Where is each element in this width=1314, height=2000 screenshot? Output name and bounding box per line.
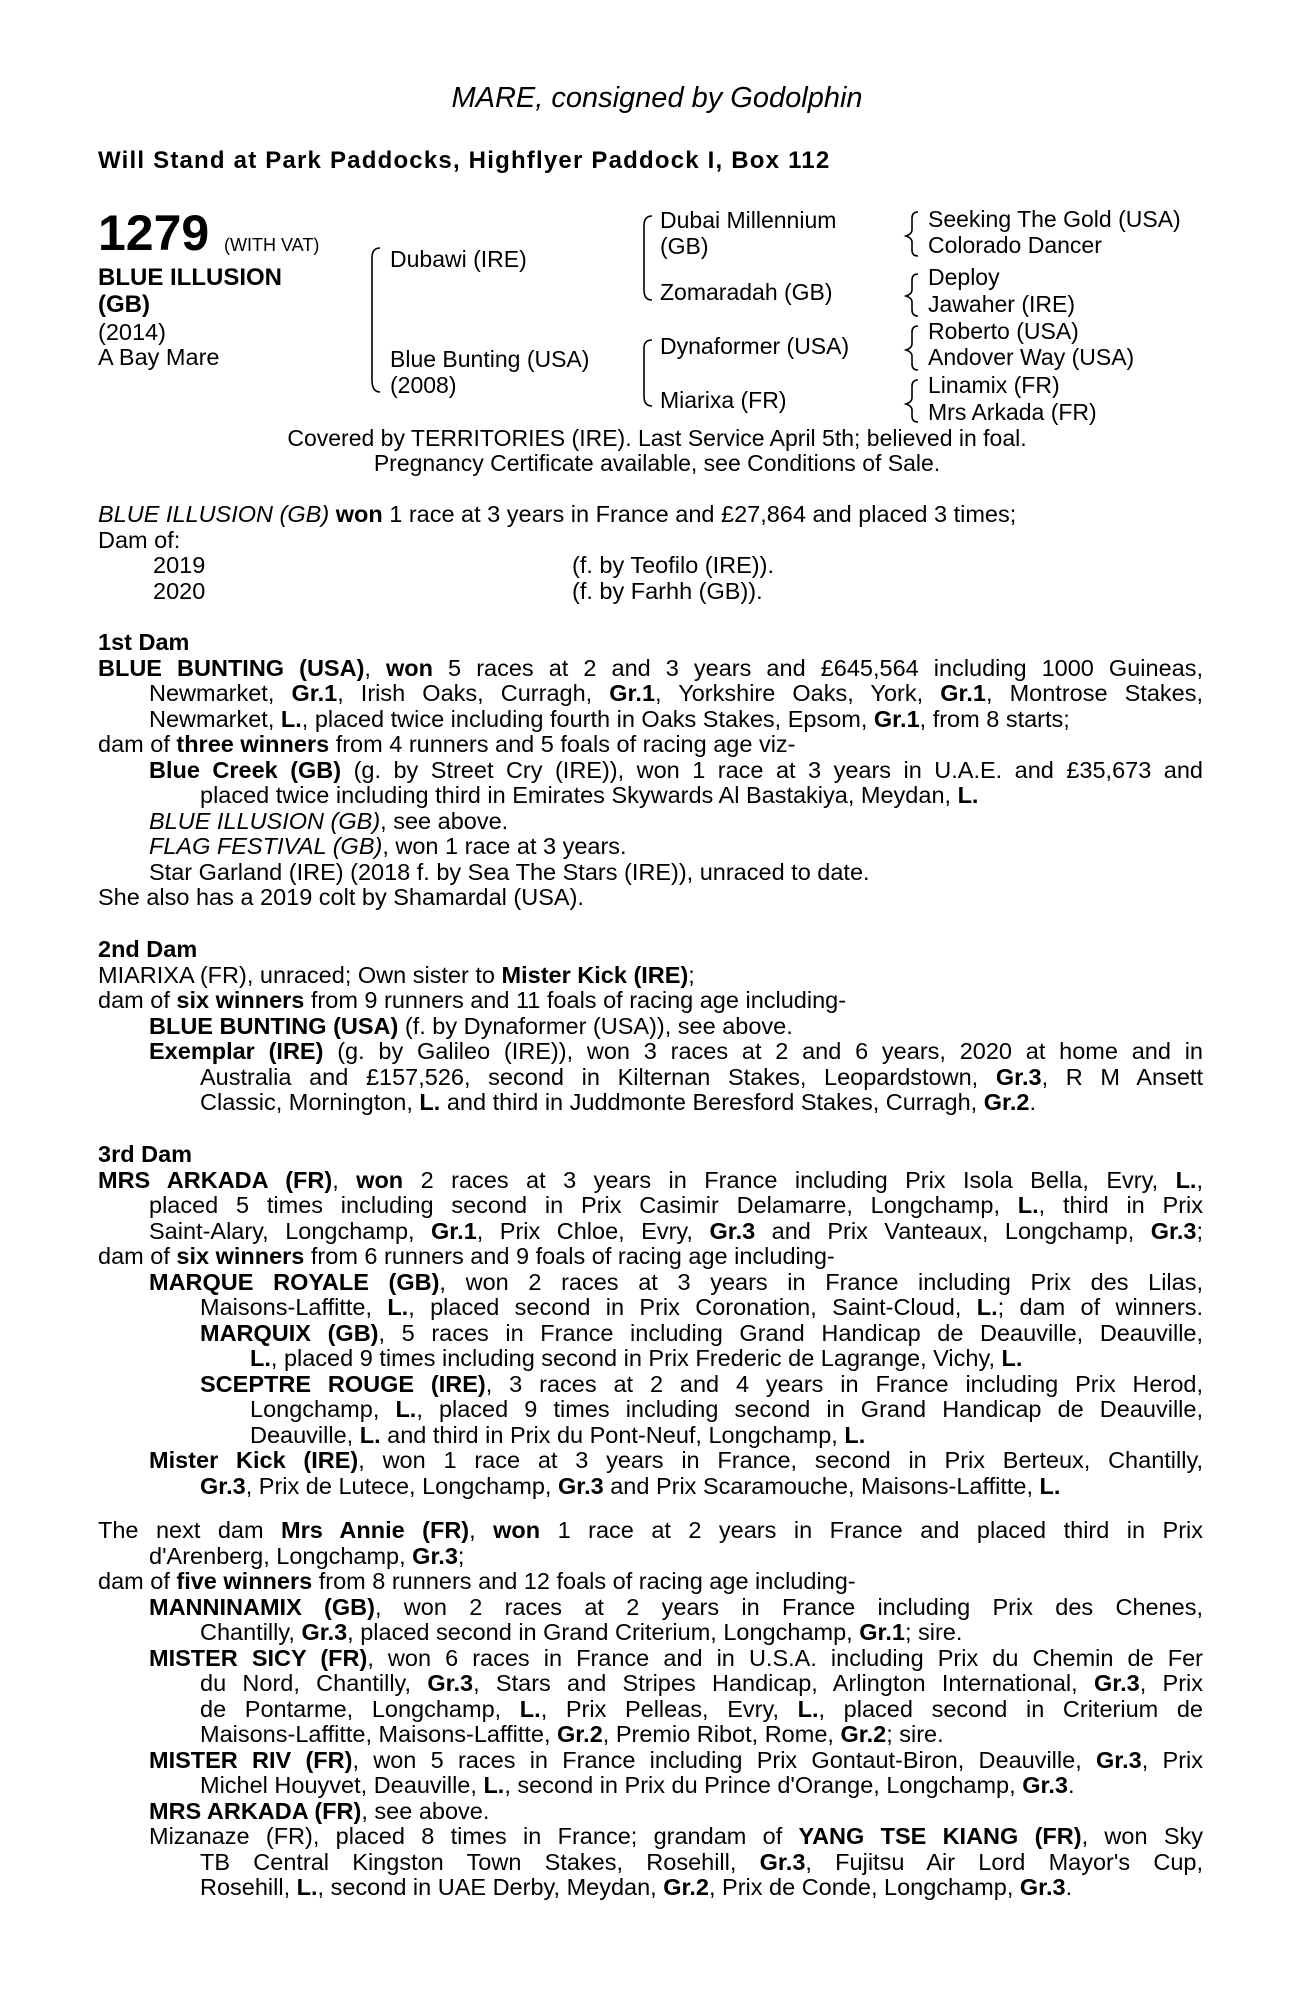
text: 2 races at 3 years in France including Prix Isola Bella, Evry, bbox=[403, 1166, 1176, 1193]
text: du Nord, Chantilly, bbox=[200, 1670, 428, 1696]
progeny-name: BLUE BUNTING (USA) bbox=[149, 1012, 399, 1039]
third-dam-heading: 3rd Dam bbox=[98, 1141, 193, 1167]
grade: Gr.3 bbox=[1093, 1670, 1140, 1696]
progeny-name: MISTER RIV (FR) bbox=[149, 1746, 353, 1773]
grade: L. bbox=[1017, 1192, 1039, 1218]
text: placed twice including third in Emirates Skywards Al Bastakiya, Meydan, bbox=[200, 782, 958, 808]
text: , Prix bbox=[1139, 1670, 1204, 1696]
grade: Gr.1 bbox=[609, 680, 656, 706]
grade: Gr.2 bbox=[663, 1874, 709, 1900]
pedigree-sss: Seeking The Gold (USA) bbox=[928, 206, 1181, 232]
second-dam-heading: 2nd Dam bbox=[98, 936, 198, 962]
grade: Gr.3 bbox=[1019, 1874, 1066, 1900]
catalogue-title: MARE, consigned by Godolphin bbox=[451, 82, 863, 114]
grade: L. bbox=[844, 1421, 866, 1448]
covering-line: Covered by TERRITORIES (IRE). Last Service April 5th; believed in foal. bbox=[287, 425, 1027, 451]
grade: L. bbox=[1039, 1472, 1061, 1499]
grade: Gr.3 bbox=[427, 1670, 474, 1696]
grade: L. bbox=[519, 1695, 541, 1722]
text: . bbox=[1029, 1089, 1036, 1115]
progeny-name: Blue Creek (GB) bbox=[149, 756, 342, 783]
grade: Gr.3 bbox=[1022, 1772, 1068, 1798]
text: TB Central Kingston Town Stakes, Rosehill, bbox=[200, 1848, 760, 1875]
text: , see above. bbox=[361, 1797, 490, 1824]
text: , won Sky bbox=[1081, 1823, 1204, 1849]
grade: Gr.1 bbox=[291, 680, 338, 706]
text: , placed 9 times including second in Grand Handicap de Deauville, bbox=[416, 1396, 1203, 1422]
text: , placed second in Prix Coronation, Saint-Cloud, bbox=[408, 1294, 977, 1320]
grade: Gr.1 bbox=[431, 1217, 477, 1244]
text: , won 2 races at 3 years in France including Prix des Lilas, bbox=[439, 1268, 1203, 1295]
text: Michel Houyvet, Deauville, bbox=[200, 1772, 484, 1798]
progeny-name: MISTER SICY (FR) bbox=[149, 1644, 368, 1671]
text: ; sire. bbox=[904, 1619, 963, 1645]
grade: Gr.3 bbox=[200, 1472, 246, 1499]
text: , Prix de Conde, Longchamp, bbox=[708, 1874, 1020, 1900]
text: and Prix Vanteaux, Longchamp, bbox=[755, 1217, 1151, 1244]
first-dam-section bbox=[98, 630, 1203, 911]
text: (g. by Galileo (IRE)), won 3 races at 2 and 6 years, 2020 at home and in bbox=[323, 1038, 1203, 1064]
grade: L. bbox=[1175, 1166, 1197, 1193]
text: , from 8 starts; bbox=[919, 705, 1070, 732]
text: from 6 runners and 9 foals of racing age including- bbox=[304, 1243, 835, 1269]
text: , 3 races at 2 and 4 years in France including Prix Herod, bbox=[485, 1370, 1203, 1397]
winners-count: six winners bbox=[176, 987, 305, 1013]
text: , Yorkshire Oaks, York, bbox=[655, 680, 941, 706]
pregnancy-line: Pregnancy Certificate available, see Conditions of Sale. bbox=[373, 450, 941, 476]
grade: Gr.3 bbox=[557, 1472, 604, 1499]
text: (f. by Dynaformer (USA)), see above. bbox=[398, 1012, 793, 1039]
won-label: won bbox=[386, 654, 433, 681]
text: Classic, Mornington, bbox=[200, 1089, 420, 1115]
foal-year-2020: 2020 bbox=[153, 578, 206, 604]
pedigree-sire-sire-country: (GB) bbox=[660, 233, 709, 259]
text: The next dam bbox=[98, 1517, 282, 1543]
grade: L. bbox=[296, 1874, 318, 1900]
text: and Prix Scaramouche, Maisons-Laffitte, bbox=[603, 1472, 1040, 1499]
text: dam of bbox=[98, 1568, 177, 1594]
grade: Gr.2 bbox=[557, 1721, 603, 1747]
grade: L. bbox=[387, 1294, 409, 1320]
progeny-line: Star Garland (IRE) (2018 f. by Sea The Stars (IRE)), unraced to date. bbox=[149, 858, 870, 885]
text: , third in Prix bbox=[1038, 1192, 1203, 1218]
first-dam-heading: 1st Dam bbox=[98, 629, 190, 655]
text: Deauville, bbox=[250, 1421, 360, 1448]
text: ; bbox=[457, 1542, 465, 1569]
location-line: Will Stand at Park Paddocks, Highflyer Paddock I, Box 112 bbox=[98, 147, 831, 174]
grade: Gr.2 bbox=[983, 1089, 1030, 1115]
text: ; bbox=[1196, 1217, 1203, 1244]
text: de Pontarme, Longchamp, bbox=[200, 1695, 520, 1722]
grade: L. bbox=[359, 1421, 381, 1448]
progeny-line: She also has a 2019 colt by Shamardal (USA). bbox=[98, 884, 584, 910]
text: , placed second in Criterium de bbox=[818, 1695, 1203, 1722]
text: , Montrose Stakes, bbox=[985, 680, 1203, 706]
won-label: won bbox=[356, 1166, 404, 1193]
pedigree-ddd: Mrs Arkada (FR) bbox=[928, 399, 1097, 425]
foal-year-2019: 2019 bbox=[153, 552, 206, 578]
foal-desc-2020: (f. by Farhh (GB)). bbox=[572, 578, 763, 604]
lot-number: 1279 bbox=[98, 205, 210, 261]
horse-name-line1: BLUE ILLUSION bbox=[98, 264, 282, 291]
text: , won 5 races in France including Prix Gontaut-Biron, Deauville, bbox=[352, 1746, 1096, 1773]
pedigree-dsd: Andover Way (USA) bbox=[928, 344, 1135, 370]
second-dam-section bbox=[98, 937, 1203, 1116]
pedigree-dam-dam: Miarixa (FR) bbox=[660, 387, 787, 413]
text: , placed twice including fourth in Oaks Stakes, Epsom, bbox=[301, 705, 874, 732]
pedigree-ssd: Colorado Dancer bbox=[928, 232, 1102, 258]
text: from 8 runners and 12 foals of racing age including- bbox=[312, 1568, 856, 1594]
first-dam-name: BLUE BUNTING (USA) bbox=[98, 654, 365, 681]
text: Saint-Alary, Longchamp, bbox=[149, 1217, 432, 1244]
text: from 9 runners and 11 foals of racing age including- bbox=[304, 987, 847, 1013]
grade: Gr.2 bbox=[840, 1721, 887, 1747]
winners-count: three winners bbox=[176, 731, 330, 757]
pedigree-sire-sire: Dubai Millennium bbox=[660, 207, 837, 233]
winners-count: six winners bbox=[176, 1243, 305, 1269]
dam-name: Mrs Annie (FR) bbox=[281, 1517, 470, 1543]
text: 1 race at 2 years in France and placed third in Prix bbox=[540, 1517, 1203, 1543]
grade: Gr.1 bbox=[940, 680, 986, 706]
progeny-name: MANNINAMIX (GB) bbox=[149, 1593, 375, 1620]
text: , Prix bbox=[1141, 1746, 1203, 1773]
grade: L. bbox=[1001, 1345, 1023, 1371]
grade: L. bbox=[280, 705, 302, 732]
grade: L. bbox=[483, 1772, 505, 1798]
grade: L. bbox=[250, 1345, 271, 1371]
text: (g. by Street Cry (IRE)), won 1 race at 3 years in U.A.E. and £35,673 and bbox=[341, 756, 1203, 783]
foal-desc-2019: (f. by Teofilo (IRE)). bbox=[572, 552, 774, 578]
text: , Stars and Stripes Handicap, Arlington International, bbox=[473, 1670, 1094, 1696]
text: dam of bbox=[98, 731, 177, 757]
pedigree-dam-year: (2008) bbox=[390, 372, 457, 398]
text: , Prix Chloe, Evry, bbox=[476, 1217, 710, 1244]
progeny-name: Mister Kick (IRE) bbox=[149, 1447, 359, 1473]
text: , see above. bbox=[380, 807, 509, 834]
pedigree-sire-dam: Zomaradah (GB) bbox=[660, 279, 833, 305]
grade: Gr.3 bbox=[301, 1619, 348, 1645]
grade: Gr.1 bbox=[859, 1619, 905, 1645]
pedigree-sire: Dubawi (IRE) bbox=[390, 246, 527, 272]
text: dam of bbox=[98, 987, 177, 1013]
pedigree-dds: Linamix (FR) bbox=[928, 372, 1060, 398]
text: 5 races at 2 and 3 years and £645,564 including 1000 Guineas, bbox=[433, 654, 1203, 681]
grade: Gr.1 bbox=[873, 705, 920, 732]
progeny-name: MRS ARKADA (FR) bbox=[149, 1797, 362, 1824]
sibling-name: Mister Kick (IRE) bbox=[501, 961, 689, 988]
pedigree-dam-sire: Dynaformer (USA) bbox=[660, 333, 850, 359]
text: , R M Ansett bbox=[1041, 1063, 1203, 1090]
text: Newmarket, bbox=[149, 705, 281, 732]
text: Rosehill, bbox=[200, 1874, 297, 1900]
racing-record bbox=[98, 502, 1203, 553]
text: . bbox=[1065, 1874, 1073, 1900]
text: MIARIXA (FR), unraced; Own sister to bbox=[98, 961, 502, 988]
grade: L. bbox=[957, 782, 979, 808]
text: Australia and £157,526, second in Kilternan Stakes, Leopardstown, bbox=[200, 1063, 996, 1090]
progeny-name: MARQUIX (GB) bbox=[200, 1319, 379, 1346]
winners-count: five winners bbox=[176, 1568, 313, 1594]
grade: Gr.3 bbox=[995, 1063, 1042, 1090]
grade: Gr.3 bbox=[759, 1848, 806, 1875]
text: , Fujitsu Air Lord Mayor's Cup, bbox=[805, 1848, 1203, 1875]
text: Longchamp, bbox=[250, 1396, 396, 1422]
text: ; sire. bbox=[886, 1721, 944, 1747]
grade: Gr.3 bbox=[709, 1217, 756, 1244]
text: Maisons-Laffitte, Maisons-Laffitte, bbox=[200, 1721, 558, 1747]
text: Newmarket, bbox=[149, 680, 292, 706]
record-text: 1 race at 3 years in France and £27,864 and placed 3 times; bbox=[382, 501, 1017, 527]
text: , won 2 races at 2 years in France including Prix des Chenes, bbox=[374, 1593, 1204, 1620]
grade: L. bbox=[419, 1089, 441, 1115]
text: , placed 9 times including second in Prix Frederic de Lagrange, Vichy, bbox=[270, 1345, 1002, 1371]
dam-name: MRS ARKADA (FR) bbox=[98, 1166, 333, 1193]
text: , bbox=[469, 1517, 494, 1543]
text: , Prix Pelleas, Evry, bbox=[540, 1695, 798, 1722]
horse-year: (2014) bbox=[98, 319, 166, 345]
dam-of-label: Dam of: bbox=[98, 526, 181, 553]
pedigree-dss: Roberto (USA) bbox=[928, 318, 1079, 344]
grade: L. bbox=[976, 1294, 998, 1320]
progeny-name: BLUE ILLUSION (GB) bbox=[149, 807, 381, 834]
text: . bbox=[1067, 1772, 1075, 1798]
text: , second in UAE Derby, Meydan, bbox=[317, 1874, 664, 1900]
grade: Gr.3 bbox=[412, 1542, 458, 1569]
text: , won 1 race at 3 years. bbox=[382, 833, 627, 859]
text: placed 5 times including second in Prix Casimir Delamarre, Longchamp, bbox=[149, 1192, 1018, 1218]
text: , Premio Ribot, Rome, bbox=[602, 1721, 841, 1747]
text: , Prix de Lutece, Longchamp, bbox=[245, 1472, 558, 1499]
next-dam-section bbox=[98, 1518, 1203, 1901]
text: and third in Juddmonte Beresford Stakes, Curragh, bbox=[440, 1089, 984, 1115]
text: , placed second in Grand Criterium, Longchamp, bbox=[347, 1619, 860, 1645]
progeny-name: FLAG FESTIVAL (GB) bbox=[149, 833, 383, 859]
pedigree-sds: Deploy bbox=[928, 264, 1000, 290]
pedigree-sdd: Jawaher (IRE) bbox=[928, 291, 1075, 317]
text: Chantilly, bbox=[200, 1619, 302, 1645]
grade: Gr.3 bbox=[1095, 1746, 1142, 1773]
horse-description: A Bay Mare bbox=[98, 344, 220, 370]
vat-label: (WITH VAT) bbox=[224, 235, 320, 255]
progeny-name: SCEPTRE ROUGE (IRE) bbox=[200, 1370, 486, 1397]
won-label: won bbox=[493, 1517, 541, 1543]
text: , bbox=[1196, 1166, 1203, 1193]
text: Maisons-Laffitte, bbox=[200, 1294, 388, 1320]
grade: L. bbox=[395, 1396, 417, 1422]
grandprogeny-name: YANG TSE KIANG (FR) bbox=[798, 1823, 1082, 1849]
text: and third in Prix du Pont-Neuf, Longchamp, bbox=[380, 1421, 845, 1448]
text: , won 6 races in France and in U.S.A. including Prix du Chemin de Fer bbox=[367, 1644, 1203, 1671]
record-horse-name: BLUE ILLUSION (GB) bbox=[98, 501, 330, 527]
progeny-name: MARQUE ROYALE (GB) bbox=[149, 1268, 440, 1295]
horse-name-line2: (GB) bbox=[98, 291, 150, 318]
text: , bbox=[364, 654, 386, 681]
text: ; bbox=[688, 961, 695, 988]
grade: Gr.3 bbox=[1150, 1217, 1197, 1244]
text: , won 1 race at 3 years in France, second in Prix Berteux, Chantilly, bbox=[358, 1447, 1203, 1473]
grade: L. bbox=[797, 1695, 819, 1722]
record-won: won bbox=[335, 501, 383, 527]
text: dam of bbox=[98, 1243, 177, 1269]
text: , 5 races in France including Grand Handicap de Deauville, Deauville, bbox=[378, 1319, 1204, 1346]
third-dam-section bbox=[98, 1142, 1203, 1499]
progeny-name: Exemplar (IRE) bbox=[149, 1038, 324, 1064]
text: , second in Prix du Prince d'Orange, Longchamp, bbox=[504, 1772, 1023, 1798]
text: , bbox=[332, 1166, 357, 1193]
text: , Irish Oaks, Curragh, bbox=[337, 680, 610, 706]
text: d'Arenberg, Longchamp, bbox=[149, 1542, 413, 1569]
text: ; dam of winners. bbox=[997, 1294, 1203, 1320]
text: Mizanaze (FR), placed 8 times in France; grandam of bbox=[149, 1823, 799, 1849]
pedigree-dam: Blue Bunting (USA) bbox=[390, 346, 590, 372]
text: from 4 runners and 5 foals of racing age viz- bbox=[329, 731, 796, 757]
